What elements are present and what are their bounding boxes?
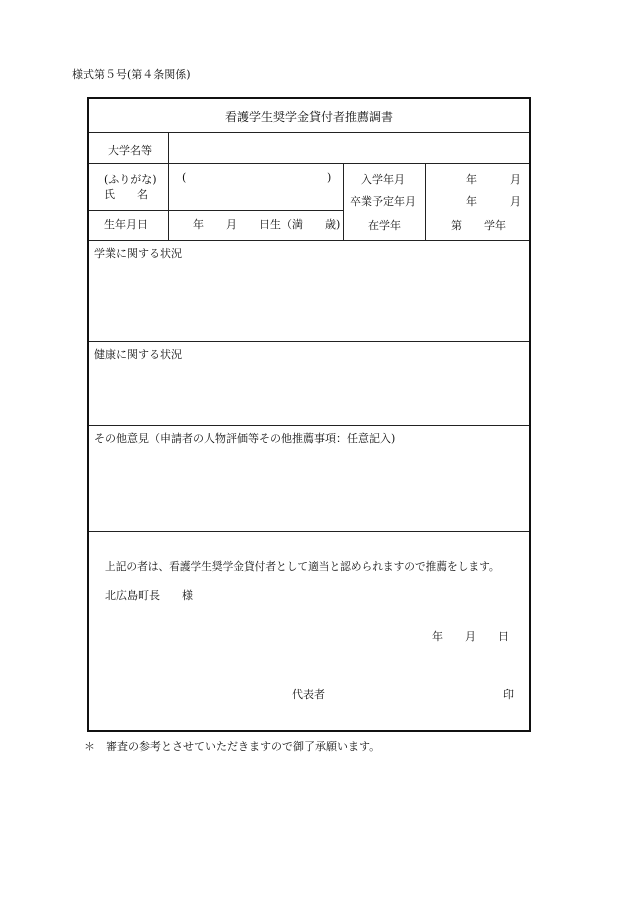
- representative-field[interactable]: [340, 687, 490, 701]
- grade-value: 第 学年: [451, 219, 506, 232]
- divider-university: [89, 163, 529, 164]
- year-month-2: 年 月: [466, 195, 521, 208]
- furigana-label: (ふりがな): [104, 173, 157, 186]
- health-field[interactable]: [94, 367, 524, 419]
- paren-open: (: [182, 171, 187, 184]
- birthdate-label: 生年月日: [104, 218, 148, 231]
- divider-academic: [89, 341, 529, 342]
- seal-label: 印: [503, 688, 514, 701]
- divider-health: [89, 425, 529, 426]
- date-line: 年 月 日: [432, 630, 509, 643]
- divider-name: [89, 210, 343, 211]
- academic-field[interactable]: [94, 266, 524, 336]
- other-label: その他意見（申請者の人物評価等その他推薦事項：任意記入): [94, 432, 396, 445]
- birthdate-value: 年 月 日生（満 歳): [193, 218, 341, 231]
- recommend-statement: 上記の者は、看護学生奨学金貸付者として適当と認められますので推薦をします。: [105, 560, 500, 573]
- other-field[interactable]: [94, 451, 524, 525]
- grade-label: 在学年: [368, 219, 401, 232]
- university-label: 大学名等: [108, 144, 152, 157]
- divider-other: [89, 531, 529, 532]
- divider-name-v: [343, 163, 344, 241]
- form-number: 様式第５号(第４条関係): [72, 68, 191, 81]
- academic-label: 学業に関する状況: [94, 247, 182, 260]
- university-field[interactable]: [176, 145, 526, 159]
- form-title: 看護学生奨学金貸付者推薦調書: [224, 110, 393, 124]
- health-label: 健康に関する状況: [94, 348, 182, 361]
- paren-close: ): [327, 171, 332, 184]
- year-month-1: 年 月: [466, 173, 521, 186]
- divider-university-v: [168, 132, 169, 241]
- name-label: 氏 名: [104, 188, 148, 201]
- addressee: 北広島町長 様: [105, 589, 193, 602]
- furigana-field[interactable]: [190, 172, 322, 184]
- representative-label: 代表者: [292, 688, 325, 701]
- footer-note: ＊ 審査の参考とさせていただきますので御了承願います。: [84, 740, 381, 753]
- divider-date-v: [425, 163, 426, 241]
- enrollment-label: 入学年月: [361, 173, 405, 186]
- divider-birthdate: [89, 240, 529, 241]
- divider-title: [89, 132, 529, 133]
- graduation-label: 卒業予定年月: [350, 195, 416, 208]
- name-field[interactable]: [182, 189, 337, 201]
